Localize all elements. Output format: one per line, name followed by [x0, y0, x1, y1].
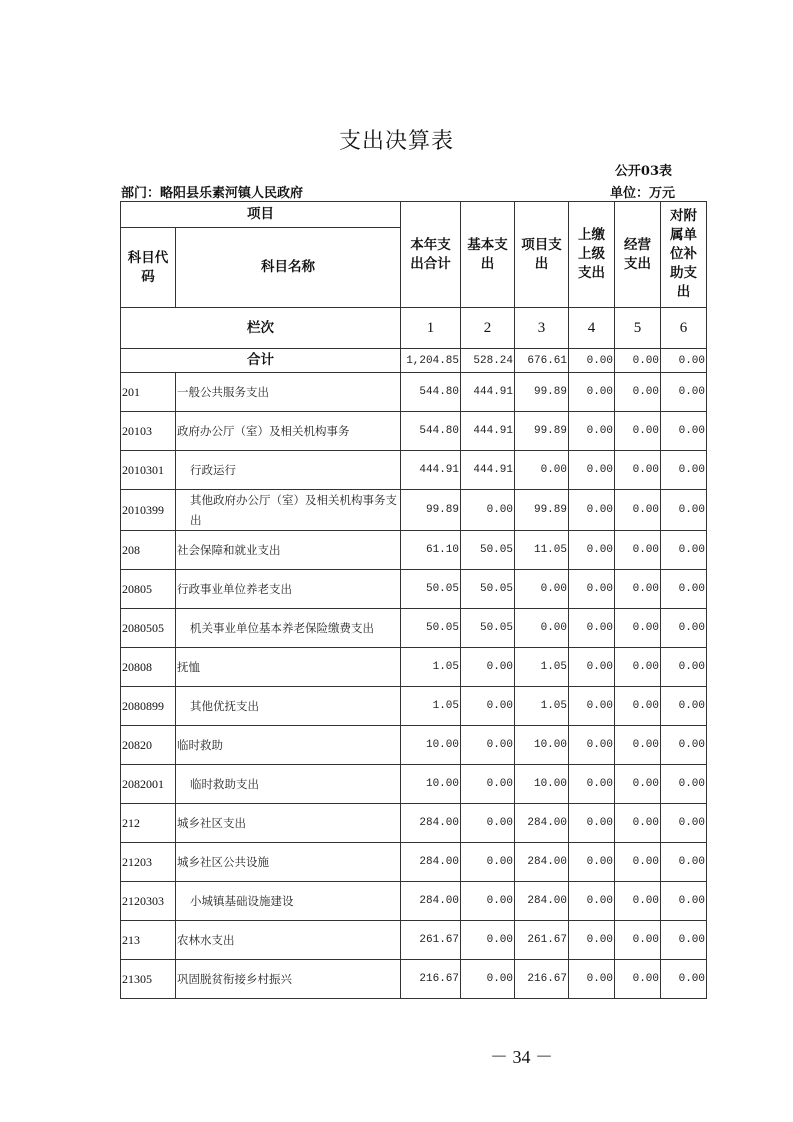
amount-cell: 0.00 [515, 609, 569, 648]
amount-cell: 0.00 [615, 531, 661, 570]
amount-cell: 0.00 [615, 609, 661, 648]
subject-name: 城乡社区公共设施 [176, 843, 401, 882]
subject-name: 政府办公厅（室）及相关机构事务 [176, 412, 401, 451]
subject-code: 2082001 [121, 765, 176, 804]
amount-cell: 0.00 [569, 765, 615, 804]
total-value: 0.00 [569, 349, 615, 373]
table-row [121, 804, 707, 843]
amount-cell: 284.00 [515, 843, 569, 882]
subject-code: 2010301 [121, 451, 176, 490]
subject-code: 2080899 [121, 687, 176, 726]
unit-label: 单位：万元 [609, 186, 675, 201]
amount-cell: 0.00 [461, 804, 515, 843]
subject-name: 临时救助支出 [176, 765, 401, 804]
amount-cell: 50.05 [461, 570, 515, 609]
subject-code: 21203 [121, 843, 176, 882]
table-row [121, 373, 707, 412]
amount-cell: 284.00 [515, 804, 569, 843]
amount-cell: 0.00 [569, 609, 615, 648]
header-col-2: 基本支出 [461, 202, 515, 308]
amount-cell: 0.00 [615, 687, 661, 726]
subject-code: 208 [121, 531, 176, 570]
amount-cell: 0.00 [615, 960, 661, 999]
amount-cell: 444.91 [461, 412, 515, 451]
amount-cell: 0.00 [661, 373, 707, 412]
amount-cell: 11.05 [515, 531, 569, 570]
subject-code: 2010399 [121, 490, 176, 531]
table-row [121, 765, 707, 804]
amount-cell: 1.05 [401, 648, 461, 687]
amount-cell: 50.05 [461, 531, 515, 570]
amount-cell: 0.00 [615, 804, 661, 843]
amount-cell: 10.00 [515, 765, 569, 804]
amount-cell: 284.00 [401, 843, 461, 882]
subject-name: 抚恤 [176, 648, 401, 687]
subject-name: 机关事业单位基本养老保险缴费支出 [176, 609, 401, 648]
subject-code: 2120303 [121, 882, 176, 921]
header-col-6: 对附属单位补助支出 [661, 202, 707, 308]
amount-cell: 284.00 [401, 882, 461, 921]
amount-cell: 0.00 [461, 960, 515, 999]
amount-cell: 0.00 [615, 921, 661, 960]
table-row [121, 412, 707, 451]
total-value: 0.00 [661, 349, 707, 373]
table-row [121, 882, 707, 921]
subject-name: 一般公共服务支出 [176, 373, 401, 412]
amount-cell: 0.00 [615, 765, 661, 804]
amount-cell: 50.05 [461, 609, 515, 648]
amount-cell: 0.00 [461, 648, 515, 687]
amount-cell: 0.00 [615, 490, 661, 531]
amount-cell: 0.00 [661, 531, 707, 570]
header-col-4: 上缴上级支出 [569, 202, 615, 308]
total-label: 合计 [121, 349, 401, 373]
subject-name: 城乡社区支出 [176, 804, 401, 843]
amount-cell: 444.91 [461, 373, 515, 412]
amount-cell: 0.00 [615, 843, 661, 882]
table-row [121, 648, 707, 687]
sequence-label: 栏次 [121, 308, 401, 349]
amount-cell: 0.00 [615, 882, 661, 921]
table-row [121, 570, 707, 609]
amount-cell: 284.00 [515, 882, 569, 921]
amount-cell: 50.05 [401, 609, 461, 648]
subject-name: 临时救助 [176, 726, 401, 765]
header-col-3: 项目支出 [515, 202, 569, 308]
amount-cell: 544.80 [401, 412, 461, 451]
amount-cell: 0.00 [569, 373, 615, 412]
subject-code: 213 [121, 921, 176, 960]
header-code: 科目代码 [121, 228, 176, 308]
sequence-5: 5 [615, 308, 661, 349]
header-col-5: 经营支出 [615, 202, 661, 308]
amount-cell: 0.00 [569, 804, 615, 843]
amount-cell: 444.91 [461, 451, 515, 490]
amount-cell: 0.00 [569, 882, 615, 921]
subject-name: 农林水支出 [176, 921, 401, 960]
amount-cell: 1.05 [515, 648, 569, 687]
department-label: 部门：略阳县乐素河镇人民政府 [121, 186, 304, 201]
amount-cell: 0.00 [661, 921, 707, 960]
amount-cell: 0.00 [461, 882, 515, 921]
table-row [121, 451, 707, 490]
amount-cell: 0.00 [615, 570, 661, 609]
amount-cell: 0.00 [569, 726, 615, 765]
amount-cell: 99.89 [515, 412, 569, 451]
amount-cell: 0.00 [615, 726, 661, 765]
amount-cell: 0.00 [661, 687, 707, 726]
total-value: 0.00 [615, 349, 661, 373]
subject-name: 其他优抚支出 [176, 687, 401, 726]
table-row [121, 921, 707, 960]
amount-cell: 0.00 [569, 451, 615, 490]
subject-name: 小城镇基础设施建设 [176, 882, 401, 921]
table-row [121, 609, 707, 648]
subject-name: 社会保障和就业支出 [176, 531, 401, 570]
header-col-1: 本年支出合计 [401, 202, 461, 308]
subject-code: 20820 [121, 726, 176, 765]
amount-cell: 0.00 [569, 412, 615, 451]
header-name: 科目名称 [176, 228, 401, 308]
amount-cell: 0.00 [661, 882, 707, 921]
sequence-4: 4 [569, 308, 615, 349]
amount-cell: 99.89 [515, 373, 569, 412]
sequence-2: 2 [461, 308, 515, 349]
amount-cell: 0.00 [661, 412, 707, 451]
amount-cell: 216.67 [401, 960, 461, 999]
amount-cell: 0.00 [569, 960, 615, 999]
amount-cell: 0.00 [661, 804, 707, 843]
table-row [121, 531, 707, 570]
table-row [121, 960, 707, 999]
amount-cell: 0.00 [661, 648, 707, 687]
amount-cell: 0.00 [461, 921, 515, 960]
amount-cell: 544.80 [401, 373, 461, 412]
amount-cell: 261.67 [401, 921, 461, 960]
form-number: 公开03表 [614, 164, 672, 179]
amount-cell: 0.00 [661, 960, 707, 999]
total-value: 676.61 [515, 349, 569, 373]
amount-cell: 444.91 [401, 451, 461, 490]
amount-cell: 261.67 [515, 921, 569, 960]
amount-cell: 0.00 [569, 843, 615, 882]
amount-cell: 0.00 [569, 570, 615, 609]
amount-cell: 0.00 [615, 451, 661, 490]
subject-code: 20808 [121, 648, 176, 687]
amount-cell: 0.00 [461, 687, 515, 726]
amount-cell: 0.00 [569, 687, 615, 726]
total-value: 528.24 [461, 349, 515, 373]
amount-cell: 0.00 [615, 648, 661, 687]
table-row [121, 726, 707, 765]
amount-cell: 61.10 [401, 531, 461, 570]
amount-cell: 0.00 [661, 451, 707, 490]
subject-code: 212 [121, 804, 176, 843]
amount-cell: 1.05 [401, 687, 461, 726]
table-row [121, 843, 707, 882]
amount-cell: 1.05 [515, 687, 569, 726]
subject-name: 行政运行 [176, 451, 401, 490]
amount-cell: 0.00 [461, 490, 515, 531]
amount-cell: 99.89 [401, 490, 461, 531]
table-row [121, 490, 707, 531]
expenditure-table [120, 201, 707, 999]
sequence-3: 3 [515, 308, 569, 349]
amount-cell: 10.00 [401, 765, 461, 804]
amount-cell: 0.00 [461, 765, 515, 804]
total-row [121, 349, 707, 373]
amount-cell: 10.00 [401, 726, 461, 765]
header-item: 项目 [121, 202, 401, 228]
table-row [121, 687, 707, 726]
amount-cell: 0.00 [661, 490, 707, 531]
amount-cell: 0.00 [569, 490, 615, 531]
amount-cell: 0.00 [661, 609, 707, 648]
amount-cell: 0.00 [615, 373, 661, 412]
document-title: 支出决算表 [338, 129, 454, 154]
amount-cell: 10.00 [515, 726, 569, 765]
amount-cell: 0.00 [461, 843, 515, 882]
amount-cell: 0.00 [661, 765, 707, 804]
subject-code: 2080505 [121, 609, 176, 648]
amount-cell: 284.00 [401, 804, 461, 843]
amount-cell: 0.00 [661, 726, 707, 765]
amount-cell: 0.00 [569, 531, 615, 570]
total-value: 1,204.85 [401, 349, 461, 373]
sequence-1: 1 [401, 308, 461, 349]
amount-cell: 0.00 [661, 843, 707, 882]
amount-cell: 0.00 [615, 412, 661, 451]
subject-code: 21305 [121, 960, 176, 999]
subject-code: 20103 [121, 412, 176, 451]
amount-cell: 0.00 [569, 921, 615, 960]
amount-cell: 50.05 [401, 570, 461, 609]
amount-cell: 0.00 [515, 451, 569, 490]
subject-code: 201 [121, 373, 176, 412]
amount-cell: 0.00 [569, 648, 615, 687]
amount-cell: 216.67 [515, 960, 569, 999]
subject-name: 行政事业单位养老支出 [176, 570, 401, 609]
subject-name: 巩固脱贫衔接乡村振兴 [176, 960, 401, 999]
sequence-6: 6 [661, 308, 707, 349]
amount-cell: 0.00 [661, 570, 707, 609]
subject-code: 20805 [121, 570, 176, 609]
amount-cell: 0.00 [515, 570, 569, 609]
amount-cell: 0.00 [461, 726, 515, 765]
amount-cell: 99.89 [515, 490, 569, 531]
page-number: － 34 － [490, 1047, 553, 1067]
subject-name: 其他政府办公厅（室）及相关机构事务支出 [176, 490, 401, 531]
